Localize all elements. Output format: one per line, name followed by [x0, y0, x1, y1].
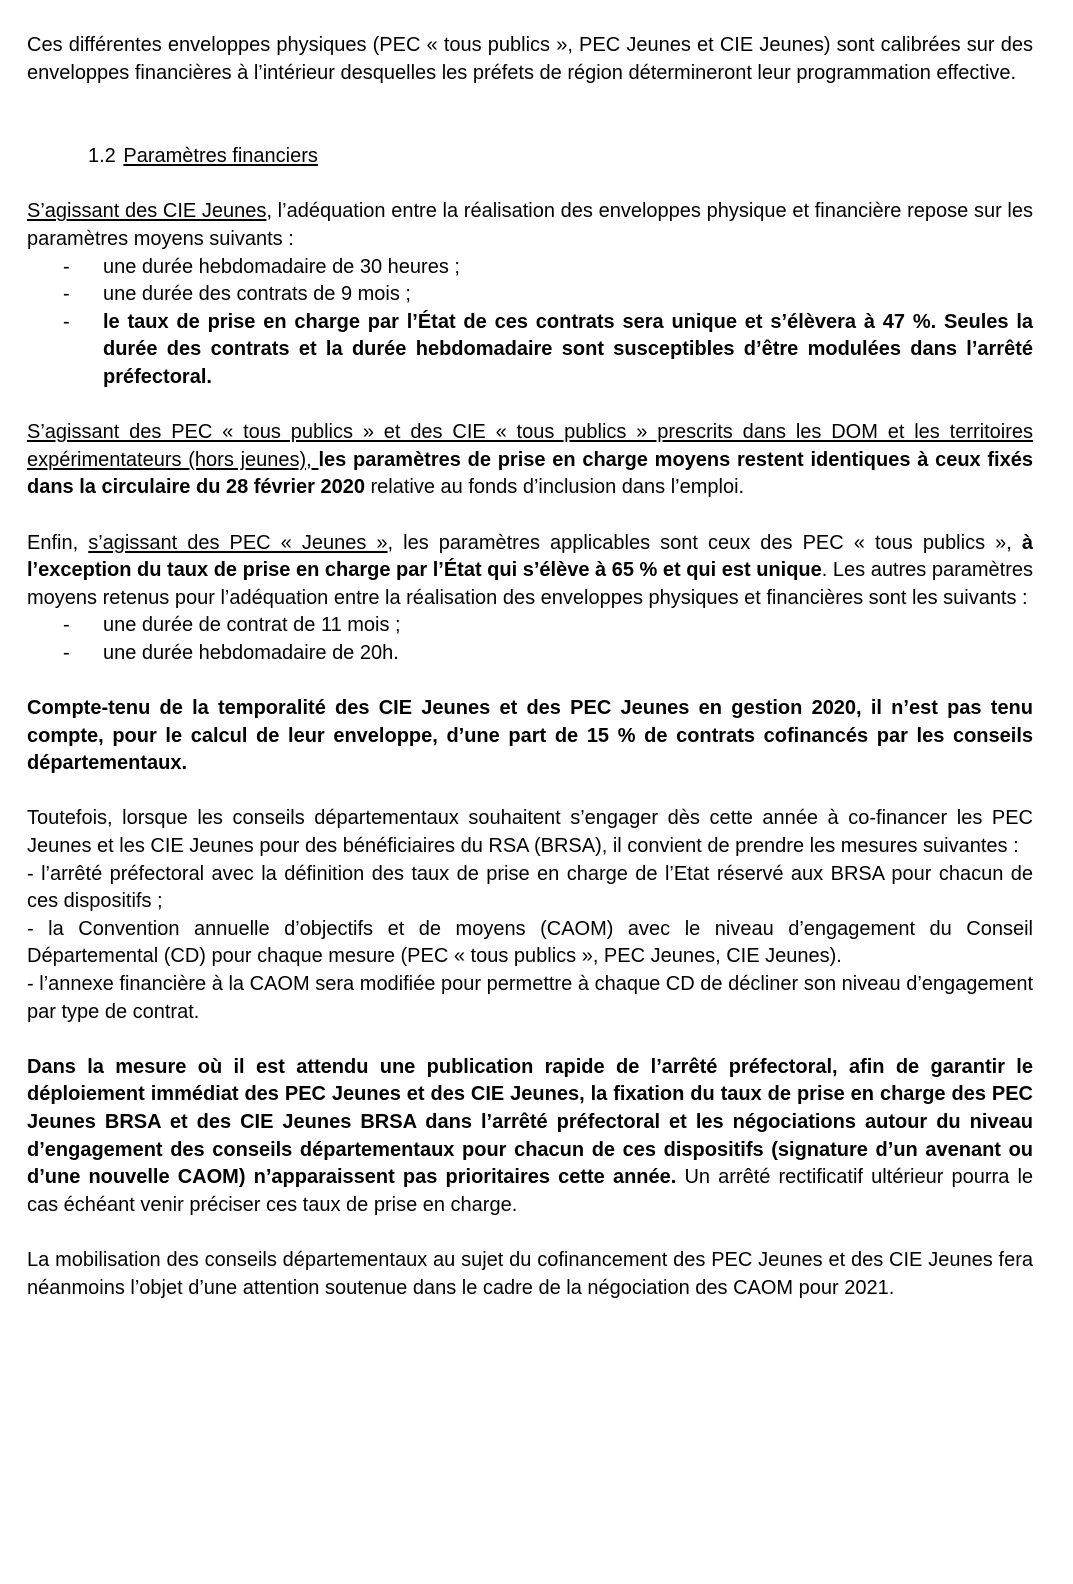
pec-jeunes-parameters-list — [27, 612, 1033, 667]
pec-tous-publics-paragraph — [27, 419, 1033, 502]
cie-jeunes-lead: S’agissant des CIE Jeunes — [27, 200, 267, 223]
dash-marker: - — [63, 614, 70, 637]
toutefois-item: - l’annexe financière à la CAOM sera modifiée pour permettre à chaque CD de décliner son niveau d’engagement par type de contrat. — [27, 973, 1033, 1023]
list-item — [27, 309, 1033, 392]
dash-marker: - — [63, 255, 70, 278]
cie-jeunes-lead-rest: , l’adéquation entre la réalisation des enveloppes physique et financière repose sur les paramètres moyens suivants : — [27, 200, 1033, 250]
pec-jeunes-bold: à l’exception du taux de prise en charge par l’État qui s’élève à 65 % et qui est unique — [27, 531, 1033, 582]
cie-jeunes-parameters-list — [27, 254, 1033, 392]
pec-jeunes-mid: , les paramètres applicables sont ceux des PEC « tous publics », — [387, 531, 1022, 554]
mobilisation-paragraph: La mobilisation des conseils départementaux au sujet du cofinancement des PEC Jeunes et des CIE Jeunes fera néanmoins l’objet d’une attention soutenue dans le cadre de la négociation des CAOM pour 2021. — [27, 1248, 1033, 1299]
list-item-text: une durée de contrat de 11 mois ; — [103, 614, 401, 637]
dash-marker: - — [63, 283, 70, 306]
pec-tous-publics-lead: S’agissant des PEC « tous publics » et des CIE « tous publics » prescrits dans les DOM et les territoires expérimentateurs (hors jeunes), — [27, 421, 1033, 471]
section-number: 1.2 — [88, 145, 116, 168]
pec-tous-publics-rest: relative au fonds d’inclusion dans l’emploi. — [364, 476, 745, 499]
list-item-text: une durée hebdomadaire de 30 heures ; — [103, 255, 460, 278]
list-item-text: le taux de prise en charge par l’État de ces contrats sera unique et s’élèvera à 47 %. Seules la durée des contrats et la durée hebdomadaire sont susceptibles d’être modulées dans l’arrêté préfectoral. — [103, 310, 1033, 388]
list-item — [27, 612, 1033, 640]
intro-paragraph: Ces différentes enveloppes physiques (PEC « tous publics », PEC Jeunes et CIE Jeunes) sont calibrées sur des enveloppes financières à l’intérieur desquelles les préfets de région détermineront leur programmation effective. — [27, 34, 1033, 84]
toutefois-item: - l’arrêté préfectoral avec la définition des taux de prise en charge de l’Etat réservé aux BRSA pour chacun de ces dispositifs ; — [27, 862, 1033, 913]
pec-jeunes-lead: s’agissant des PEC « Jeunes » — [88, 531, 388, 554]
list-item-text: une durée des contrats de 9 mois ; — [103, 283, 411, 306]
pec-jeunes-rest: . Les autres paramètres moyens retenus pour l’adéquation entre la réalisation des enveloppes physiques et financières sont les suivants : — [27, 559, 1033, 609]
dans-la-mesure-bold: Dans la mesure où il est attendu une publication rapide de l’arrêté préfectoral, afin de garantir le déploiement immédiat des PEC Jeunes et des CIE Jeunes, la fixation du taux de prise en charge des PEC Jeunes BRSA et des CIE Jeunes BRSA dans l’arrêté préfectoral et les négociations autour du niveau d’engagement des conseils départementaux pour chacun de ces dispositifs (signature d’un avenant ou d’une nouvelle CAOM) n’apparaissent pas prioritaires cette année. — [27, 1055, 1033, 1189]
pec-jeunes-paragraph — [27, 530, 1033, 613]
cie-jeunes-paragraph — [27, 198, 1033, 253]
dans-la-mesure-rest: Un arrêté rectificatif ultérieur pourra le cas échéant venir préciser ces taux de prise en charge. — [27, 1166, 1034, 1216]
compte-tenu-paragraph — [27, 695, 1033, 778]
dans-la-mesure-paragraph — [27, 1054, 1033, 1220]
section-title: Paramètres financiers — [123, 145, 318, 168]
list-item — [27, 640, 1033, 668]
dash-marker: - — [63, 310, 70, 333]
list-item-text: une durée hebdomadaire de 20h. — [103, 641, 399, 664]
toutefois-item: - la Convention annuelle d’objectifs et de moyens (CAOM) avec le niveau d’engagement du Conseil Départemental (CD) pour chaque mesure (PEC « tous publics », PEC Jeunes, CIE Jeunes). — [27, 917, 1033, 968]
pec-tous-publics-bold: les paramètres de prise en charge moyens restent identiques à ceux fixés dans la circulaire du 28 février 2020 — [27, 448, 1033, 499]
list-item — [27, 281, 1033, 309]
section-heading — [27, 143, 1033, 171]
dash-marker: - — [63, 641, 70, 664]
toutefois-paragraph: Toutefois, lorsque les conseils départementaux souhaitent s’engager dès cette année à co-financer les PEC Jeunes et les CIE Jeunes pour des bénéficiaires du RSA (BRSA), il convient de prendre les mesures suivantes : — [27, 807, 1033, 858]
compte-tenu-text: Compte-tenu de la temporalité des CIE Jeunes et des PEC Jeunes en gestion 2020, il n’est pas tenu compte, pour le calcul de leur enveloppe, d’une part de 15 % de contrats cofinancés par les conseils départementaux. — [27, 697, 1033, 775]
list-item — [27, 254, 1033, 282]
pec-jeunes-pre: Enfin, — [27, 531, 89, 554]
